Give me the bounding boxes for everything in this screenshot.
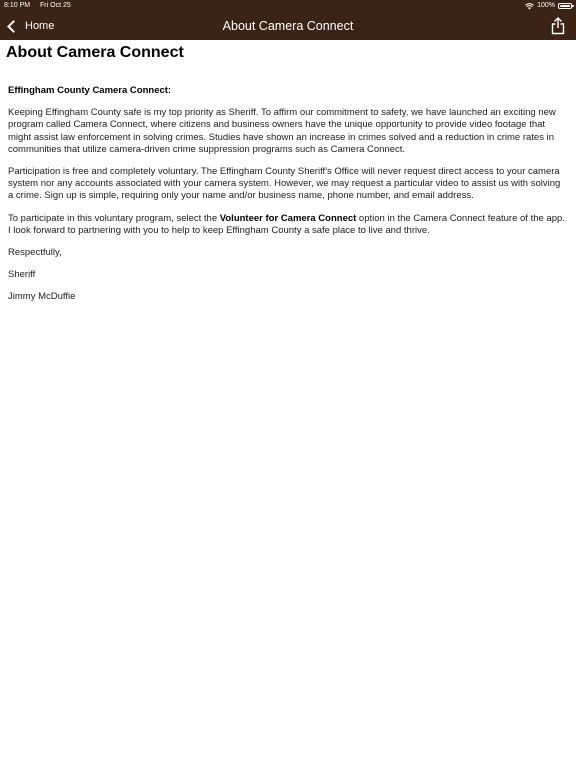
signature-title: Sheriff (8, 269, 36, 281)
paragraph-text-after: option in the Camera Connect feature of the app. I look forward to partnering with you to help to keep Effingham County a safe place to live and thrive. (8, 212, 565, 236)
status-bar (0, 0, 576, 12)
paragraph-intro: Keeping Effingham County safe is my top priority as Sheriff. To affirm our commitment to safety, we have launched an exciting new program called Camera Connect, where citizens and business owners have the unique opportunity to provide video footage that might assist law enforcement in solving crimes. Studies have shown an increase in crimes solved and a reduction in crime rates in communities that utilize camera-driven crime suppression programs such as Camera Connect. (8, 107, 556, 155)
back-button-label: Home (25, 20, 55, 32)
signature-name: Jimmy McDuffie (8, 291, 76, 303)
status-left (4, 0, 79, 12)
header (0, 0, 576, 40)
program-heading: Effingham County Camera Connect: (8, 85, 172, 96)
chevron-left-icon (7, 20, 20, 33)
nav-title: About Camera Connect (222, 19, 354, 33)
battery-percent: 100% (537, 2, 555, 9)
paragraph-how-to-participate (8, 213, 568, 237)
battery-icon (558, 3, 572, 9)
about-body (8, 85, 568, 304)
status-right (525, 0, 572, 12)
status-time: 8:10 PM (4, 2, 31, 9)
volunteer-option-name: Volunteer for Camera Connect (219, 212, 357, 224)
content-area (0, 43, 576, 304)
closing-line: Respectfully, (8, 247, 62, 259)
status-date: Fri Oct 25 (40, 2, 71, 9)
paragraph-participation: Participation is free and completely voluntary. The Effingham County Sheriff's Office will never request direct access to your camera system nor any accounts associated with your camera system. However, we may request a particular video to assist us with solving a crime. Sign up is simple, requiring only your name and/or business name, phone number, and email address. (8, 166, 561, 202)
page-title: About Camera Connect (6, 44, 184, 61)
share-icon[interactable] (550, 17, 566, 35)
paragraph-text-before: To participate in this voluntary program, select the (8, 212, 220, 224)
navigation-bar (0, 12, 576, 40)
back-button[interactable] (0, 12, 54, 40)
wifi-icon (525, 3, 534, 10)
